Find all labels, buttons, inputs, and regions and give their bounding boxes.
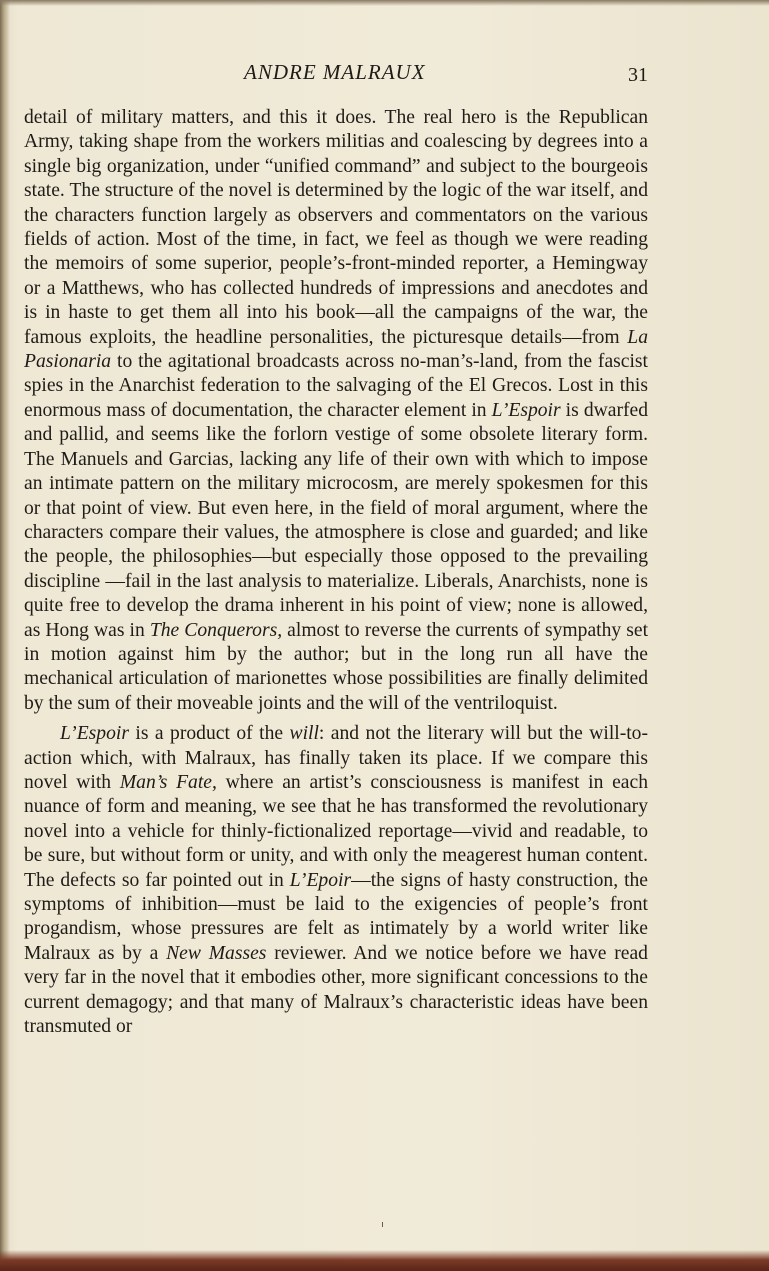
italic-run: La Pasionaria: [24, 326, 648, 373]
italic-run: L’Epoir: [289, 869, 352, 891]
page-bottom-edge: [0, 1250, 769, 1271]
paragraph-1: [24, 106, 648, 716]
page-spine-shadow: [0, 0, 10, 1271]
page-number: 31: [628, 64, 648, 86]
italic-run: New Masses: [166, 942, 267, 964]
page-top-edge: [0, 0, 769, 6]
running-head: ANDRE MALRAUX: [244, 60, 426, 84]
ink-speck: [382, 1222, 383, 1227]
text-run: —the signs of hasty construction, the symptoms of inhibition—must be laid to the exigencies of people’s front progandism, whose pressures are felt as intimately by a world writer like Malraux as by a: [24, 869, 649, 964]
body-text: [24, 106, 648, 1039]
text-run: detail of military matters, and this it does. The real hero is the Republican Army, taking shape from the workers militias and coalescing by degrees into a single big organization, under “unified command” and subject to the bourgeois state. The structure of the novel is determined by the logic of the war itself, and the characters function largely as observers and commentators on the various fields of action. Most of the time, in fact, we feel as though we were reading the memoirs of some superior, people’s-front-minded reporter, a Hemingway or a Matthews, who has collected hundreds of impressions and anecdotes and is in haste to get them all into his book—all the campaigns of the war, the famous exploits, the headline personalities, the picturesque details—from: [24, 107, 648, 348]
italic-run: will: [289, 723, 319, 745]
italic-run: L’Espoir: [491, 399, 561, 421]
italic-run: Man’s Fate,: [119, 771, 217, 793]
text-run: is dwarfed and pallid, and seems like the forlorn vestige of some obsolete literary form. The Manuels and Garcias, lacking any life of their own with which to impose an intimate pattern on the military microcosm, are merely spokesmen for this or that point of view. But even here, in the field of moral argument, where the characters compare their values, the atmosphere is close and guarded; and like the people, the philosophies—but especially those opposed to the prevailing discipline —fail in the last analysis to materialize. Liberals, Anarchists, none is quite free to develop the drama inherent in his point of view; none is allowed, as Hong was in: [24, 399, 649, 641]
text-run: to the agitational broadcasts across no-man’s-land, from the fascist spies in the Anarchist federation to the salvaging of the El Grecos. Lost in this enormous mass of documentation, the character element in: [24, 351, 648, 421]
text-run: : and not the literary will but the will-to-action which, with Malraux, has finally taken its place. If we compare this novel with: [24, 723, 648, 793]
paragraph-2: [24, 722, 648, 1039]
text-run: is a product of the: [128, 723, 290, 745]
italic-run: L’Espoir: [60, 723, 129, 745]
text-run: almost to reverse the currents of sympathy set in motion against him by the author; but in the long run all have the mechanical articulation of marionettes whose possibilities are finally delimited by the sum of their moveable joints and the will of the ventriloquist.: [24, 619, 649, 714]
italic-run: The Conquerors,: [149, 619, 283, 641]
text-run: reviewer. And we notice before we have read very far in the novel that it embodies other, more significant concessions to the current demagogy; and that many of Malraux’s characteristic ideas have been transmuted or: [24, 942, 648, 1038]
text-run: where an artist’s consciousness is manifest in each nuance of form and meaning, we see that he has transformed the revolutionary novel into a vehicle for thinly-fictionalized reportage—vivid and readable, to be sure, but without form or unity, and with only the meagerest human content. The defects so far pointed out in: [24, 771, 648, 891]
